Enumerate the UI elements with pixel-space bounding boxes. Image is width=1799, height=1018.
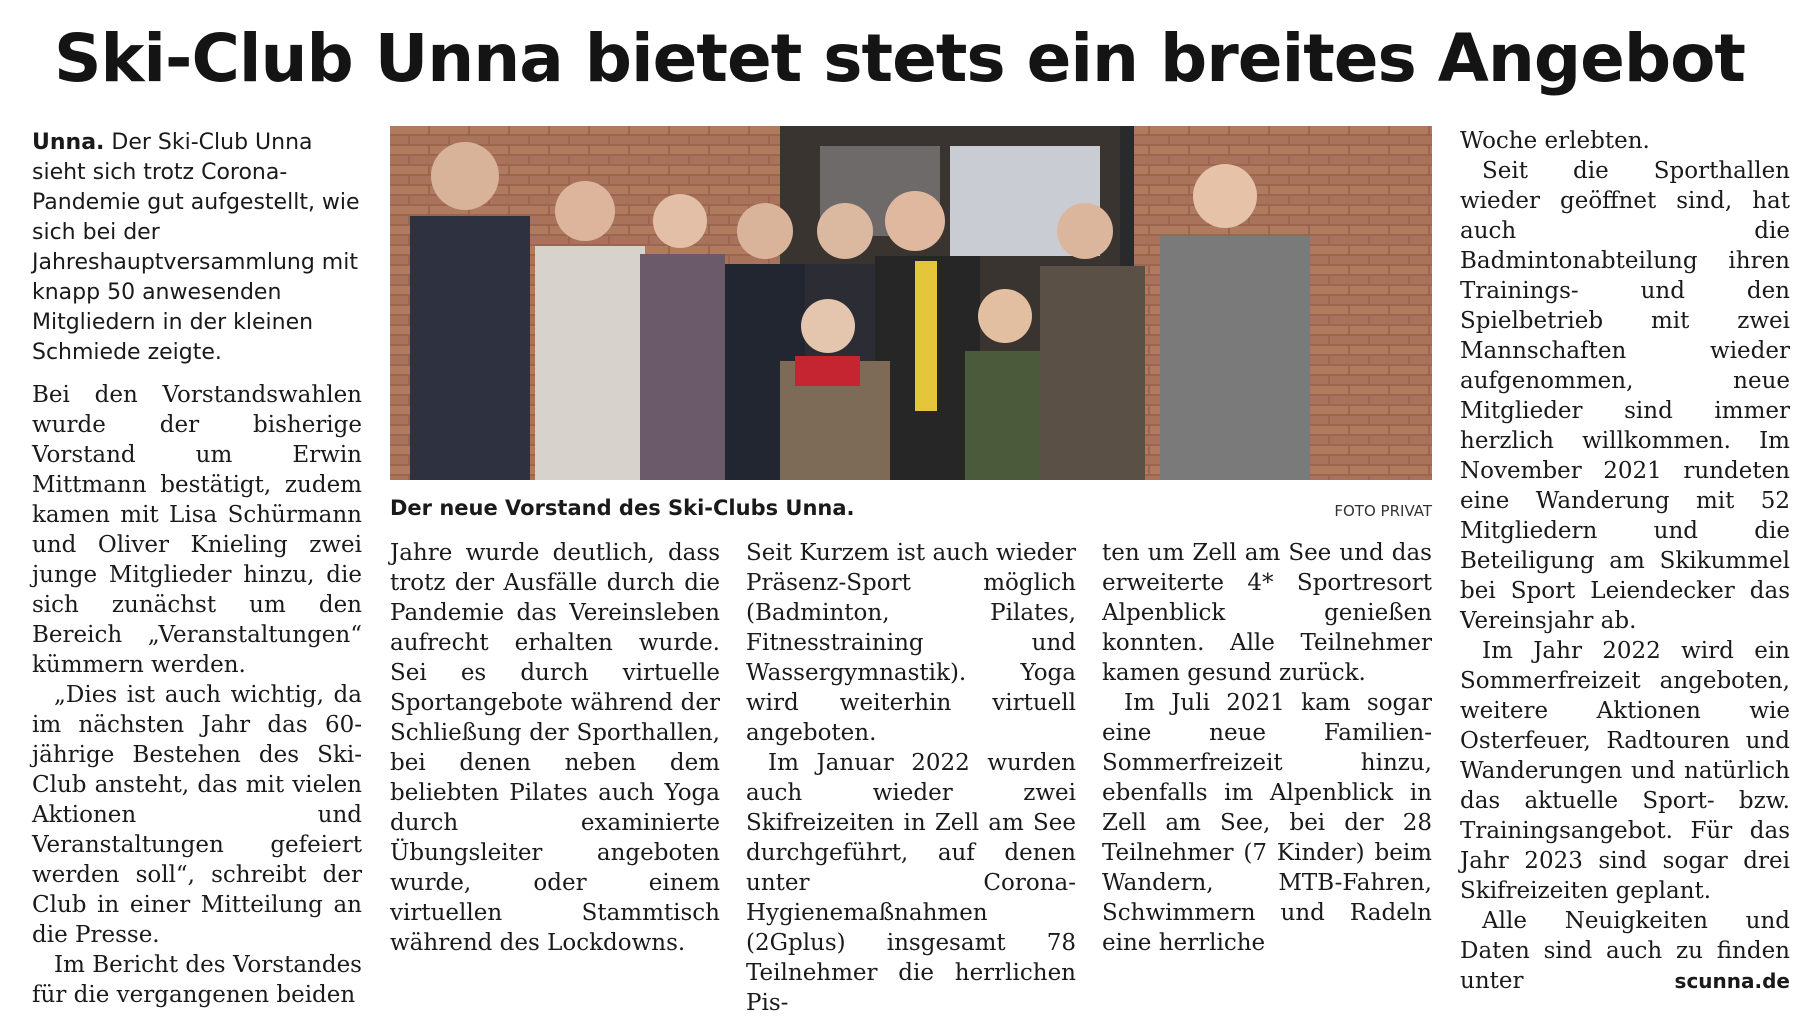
headline: Ski-Club Unna bietet stets ein breites Angebot: [54, 20, 1745, 97]
photo-caption: Der neue Vorstand des Ski-Clubs Unna.: [390, 496, 855, 520]
photo-illustration: [390, 126, 1432, 480]
column-1: [32, 128, 362, 1010]
lead-paragraph: [32, 128, 362, 368]
paragraph: Seit Kurzem ist auch wieder Präsenz-Sport möglich (Badminton, Pilates, Fitnesstraining und Wassergymnastik). Yoga wird weiterhin virtuell angeboten.: [746, 540, 1076, 746]
paragraph-text: Alle Neuigkeiten und Daten sind auch zu finden unter: [1460, 908, 1790, 994]
paragraph: Im Bericht des Vorstandes für die vergangenen beiden: [32, 952, 362, 1008]
dateline: Unna.: [32, 130, 105, 155]
paragraph: ten um Zell am See und das erweiterte 4* Sportresort Alpenblick genießen konnten. Alle Teilnehmer kamen gesund zurück.: [1102, 540, 1432, 686]
paragraph: Woche erlebten.: [1460, 128, 1650, 154]
group-photo: [390, 126, 1432, 480]
column-5: [1460, 126, 1790, 996]
paragraph: Seit die Sporthallen wieder geöffnet sind, hat auch die Badmintonabteilung ihren Trainings- und den Spielbetrieb mit zwei Mannschaften wieder aufgenommen, neue Mitglieder sind immer herzlich willkommen. Im November 2021 rundeten eine Wanderung mit 52 Mitgliedern und die Beteiligung am Skikummel bei Sport Leiendecker das Vereinsjahr ab.: [1460, 158, 1790, 634]
column-4: [1102, 538, 1432, 958]
paragraph: Jahre wurde deutlich, dass trotz der Ausfälle durch die Pandemie das Vereinsleben aufrecht erhalten wurde. Sei es durch virtuelle Sportangebote während der Schließung der Sporthallen, bei denen neben dem beliebten Pilates auch Yoga durch examinierte Übungsleiter angeboten wurde, oder einem virtuellen Stammtisch während des Lockdowns.: [390, 540, 720, 956]
website-link[interactable]: scunna.de: [1674, 969, 1790, 993]
paragraph: Im Juli 2021 kam sogar eine neue Familien-Sommerfreizeit hinzu, ebenfalls im Alpenblick in Zell am See, bei der 28 Teilnehmer (7 Kinder) beim Wandern, MTB-Fahren, Schwimmern und Radeln eine herrliche: [1102, 690, 1432, 956]
paragraph: Bei den Vorstandswahlen wurde der bisherige Vorstand um Erwin Mittmann bestätigt, zudem kamen mit Lisa Schürmann und Oliver Knieling zwei junge Mitglieder hinzu, die sich zunächst um den Bereich „Veranstaltungen“ kümmern werden.: [32, 382, 362, 678]
paragraph: [1460, 906, 1790, 996]
photo-credit: FOTO PRIVAT: [1334, 502, 1432, 520]
lead-text: Der Ski-Club Unna sieht sich trotz Corona-Pandemie gut aufgestellt, wie sich bei der Jahreshauptversammlung mit knapp 50 anwesenden Mitgliedern in der kleinen Schmiede zeigte.: [32, 130, 360, 365]
paragraph: Im Jahr 2022 wird ein Sommerfreizeit angeboten, weitere Aktionen wie Osterfeuer, Radtouren und Wanderungen und natürlich das aktuelle Sport- bzw. Trainingsangebot. Für das Jahr 2023 sind sogar drei Skifreizeiten geplant.: [1460, 638, 1790, 904]
column-2: [390, 538, 720, 958]
paragraph: „Dies ist auch wichtig, da im nächsten Jahr das 60-jährige Bestehen des Ski-Club ansteht, das mit vielen Aktionen und Veranstaltungen gefeiert werden soll“, schreibt der Club in einer Mitteilung an die Presse.: [32, 682, 362, 948]
column-3: [746, 538, 1076, 1018]
paragraph: Im Januar 2022 wurden auch wieder zwei Skifreizeiten in Zell am See durchgeführt, auf denen unter Corona-Hygienemaßnahmen (2Gplus) insgesamt 78 Teilnehmer die herrlichen Pis-: [746, 750, 1076, 1016]
